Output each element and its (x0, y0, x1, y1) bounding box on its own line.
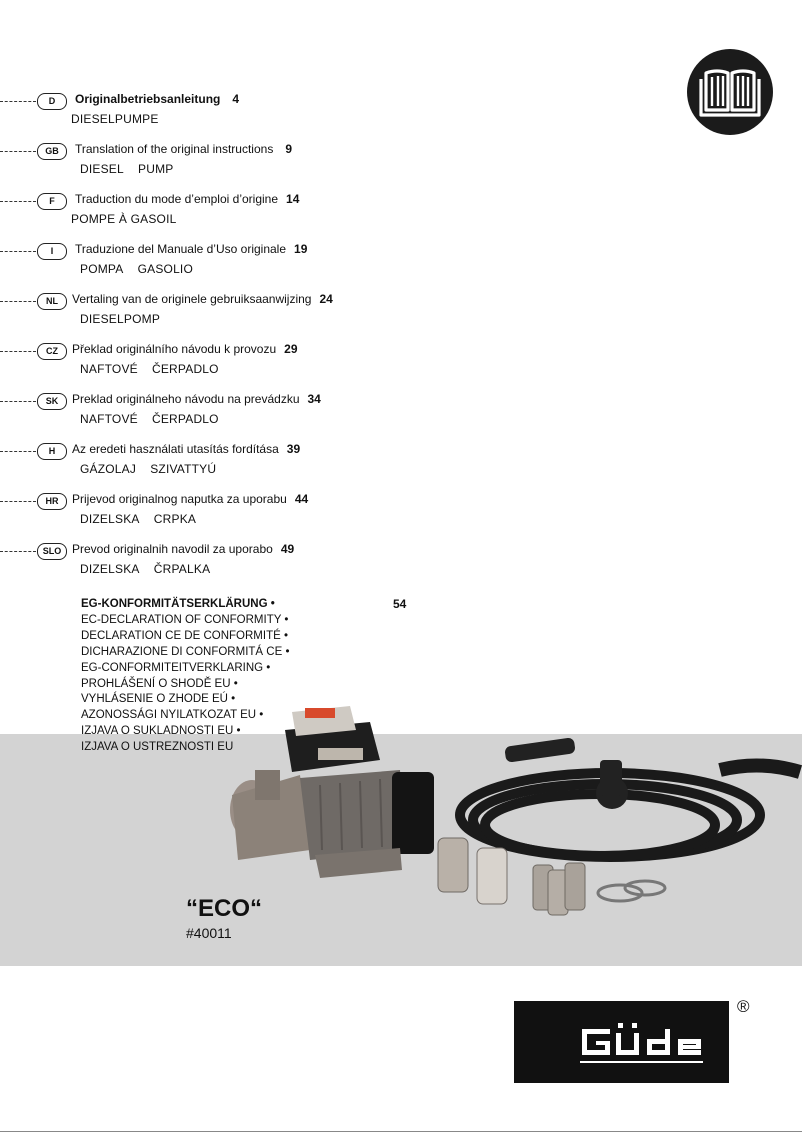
page-bottom-line (0, 1131, 802, 1132)
toc-page-number: 39 (286, 442, 301, 456)
toc-entry-i[interactable] (0, 242, 520, 276)
language-badge: D (37, 93, 67, 110)
toc-page-number: 44 (294, 492, 309, 506)
language-badge: SLO (37, 543, 67, 560)
toc-dash-line (0, 501, 36, 502)
toc-entry-cz[interactable] (0, 342, 520, 376)
toc-page-number: 14 (286, 192, 300, 206)
toc-title-text: Prijevod originalnog naputka za uporabu (72, 492, 287, 506)
declaration-line: IZJAVA O SUKLADNOSTI EU • (81, 725, 241, 738)
toc-title-text: Vertaling van de originele gebruiksaanwijzing (72, 292, 312, 306)
toc-entry-gb[interactable] (0, 142, 520, 176)
toc-page-number: 49 (280, 542, 295, 556)
toc-entry-de[interactable] (0, 92, 520, 126)
language-badge: I (37, 243, 67, 260)
toc-subtitle: NAFTOVÉ ČERPADLO (80, 412, 219, 426)
declaration-line: DECLARATION CE DE CONFORMITÉ • (81, 629, 288, 642)
declaration-line: EG-KONFORMITÄTSERKLÄRUNG • (81, 598, 275, 610)
language-badge: SK (37, 393, 67, 410)
toc-dash-line (0, 401, 36, 402)
toc-dash-line (0, 351, 36, 352)
toc-title (75, 242, 307, 256)
toc-page-number: 9 (285, 142, 293, 156)
toc-subtitle: DIZELSKA CRPKA (80, 512, 197, 526)
toc-title (75, 92, 239, 106)
language-badge: HR (37, 493, 67, 510)
language-badge: NL (37, 293, 67, 310)
toc-title-text: Translation of the original instructions (75, 142, 274, 156)
toc-subtitle: DIESELPOMP (80, 312, 161, 326)
toc-title-text: Traduction du mode d’emploi d’origine (75, 192, 279, 206)
toc-dash-line (0, 551, 36, 552)
toc-title-text: Az eredeti használati utasítás fordítása (72, 442, 279, 456)
toc-entry-slo[interactable] (0, 542, 520, 576)
declaration-line: PROHLÁŠENÍ O SHODĚ EU • (81, 677, 238, 690)
toc-title-text: Překlad originálního návodu k provozu (72, 342, 277, 356)
toc-dash-line (0, 451, 36, 452)
toc-dash-line (0, 251, 36, 252)
toc-page-number: 4 (232, 92, 240, 106)
declaration-line: VYHLÁSENIE O ZHODE EÚ • (81, 693, 236, 706)
declaration-line: EG-CONFORMITEITVERKLARING • (81, 661, 271, 674)
toc-title (72, 542, 294, 556)
toc-title (72, 342, 298, 356)
toc-subtitle: DIESELPUMPE (71, 112, 159, 126)
language-badge: GB (37, 143, 67, 160)
toc-subtitle: DIESEL PUMP (80, 162, 174, 176)
toc-entry-f[interactable] (0, 192, 520, 226)
toc-title (72, 392, 321, 406)
pump-kit-illustration (0, 700, 802, 940)
toc-entry-hr[interactable] (0, 492, 520, 526)
manual-book-icon (687, 49, 773, 135)
brand-logo (514, 1001, 729, 1083)
toc-dash-line (0, 151, 36, 152)
toc-subtitle: GÁZOLAJ SZIVATTYÚ (80, 462, 217, 476)
declaration-line: IZJAVA O USTREZNOSTI EU (81, 741, 234, 754)
toc-title (75, 192, 299, 206)
toc-dash-line (0, 201, 36, 202)
language-badge: F (37, 193, 67, 210)
declaration-line: EC-DECLARATION OF CONFORMITY • (81, 613, 289, 626)
declaration-line: DICHARAZIONE DI CONFORMITÁ CE • (81, 645, 290, 658)
language-badge: H (37, 443, 67, 460)
toc-title (72, 492, 308, 506)
toc-title (75, 142, 292, 156)
product-number: #40011 (186, 925, 232, 941)
declaration-line: AZONOSSÁGI NYILATKOZAT EU • (81, 709, 264, 722)
language-badge: CZ (37, 343, 67, 360)
toc-page-number: 34 (307, 392, 321, 406)
registered-trademark: ® (737, 997, 750, 1016)
toc-dash-line (0, 101, 36, 102)
toc-page-number: 24 (319, 292, 333, 306)
toc-subtitle: DIZELSKA ČRPALKA (80, 562, 211, 576)
toc-title (72, 442, 300, 456)
toc-title-text: Traduzione del Manuale d’Uso originale (75, 242, 287, 256)
toc-title-text: Prevod originalnih navodil za uporabo (72, 542, 273, 556)
toc-subtitle: NAFTOVÉ ČERPADLO (80, 362, 219, 376)
toc-title (72, 292, 333, 306)
toc-subtitle: POMPE À GASOIL (71, 212, 177, 226)
toc-page-number: 19 (294, 242, 308, 256)
toc-entry-nl[interactable] (0, 292, 520, 326)
toc-subtitle: POMPA GASOLIO (80, 262, 194, 276)
toc-entry-h[interactable] (0, 442, 520, 476)
toc-entry-sk[interactable] (0, 392, 520, 426)
toc-page-number: 29 (284, 342, 298, 356)
product-name: “ECO“ (186, 895, 263, 922)
toc-title-text: Preklad originálneho návodu na prevádzku (72, 392, 300, 406)
toc-title-text: Originalbetriebsanleitung (75, 92, 221, 106)
declaration-page-number: 54 (393, 597, 407, 611)
toc-dash-line (0, 301, 36, 302)
